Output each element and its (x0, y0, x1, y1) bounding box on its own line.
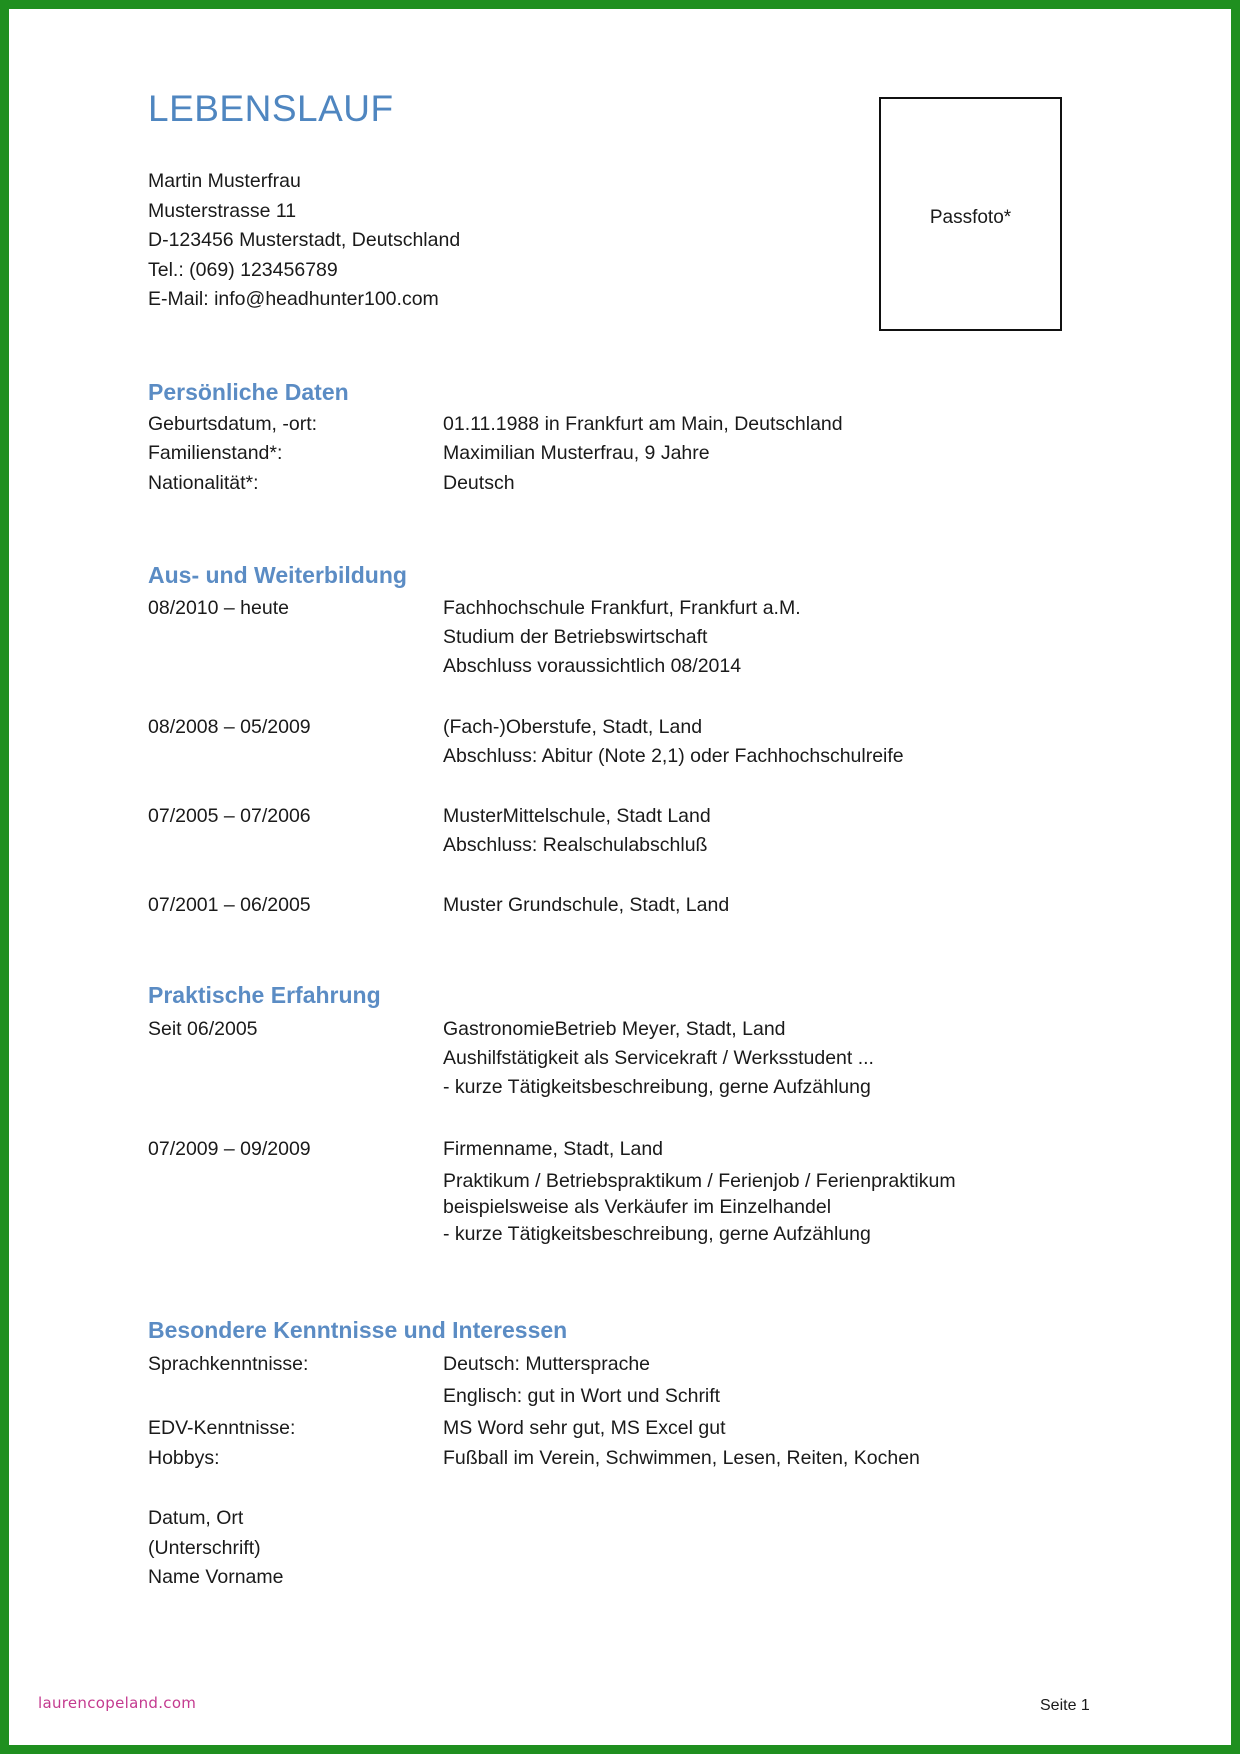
row-value-line: MS Word sehr gut, MS Excel gut (443, 1417, 726, 1439)
row-value (443, 594, 801, 681)
row-value (443, 802, 711, 860)
signature-date-place: Datum, Ort (148, 1507, 244, 1529)
row-label: 08/2010 – heute (148, 597, 289, 619)
section-title-education: Aus- und Weiterbildung (148, 562, 407, 588)
row-value-line: - kurze Tätigkeitsbeschreibung, gerne Aufzählung (443, 1223, 871, 1245)
photo-label: Passfoto* (929, 207, 1012, 228)
row-value-line: Fußball im Verein, Schwimmen, Lesen, Reiten, Kochen (443, 1447, 920, 1469)
contact-phone: Tel.: (069) 123456789 (148, 258, 338, 281)
row-value-line: 01.11.1988 in Frankfurt am Main, Deutschland (443, 413, 843, 435)
row-value (443, 891, 729, 920)
row-value (443, 713, 904, 771)
row-label: Hobbys: (148, 1447, 220, 1469)
row-value-line: Praktikum / Betriebspraktikum / Ferienjob / Ferienpraktikum (443, 1170, 956, 1192)
row-value-line: Muster Grundschule, Stadt, Land (443, 894, 730, 916)
row-value-line: Abschluss: Abitur (Note 2,1) oder Fachhochschulreife (443, 745, 904, 767)
row-value (443, 1350, 720, 1411)
contact-name: Martin Musterfrau (148, 170, 301, 192)
row-value (443, 1414, 726, 1443)
row-label: 07/2005 – 07/2006 (148, 805, 311, 827)
row-label: EDV-Kenntnisse: (148, 1417, 296, 1439)
row-value-line: Aushilfstätigkeit als Servicekraft / Werksstudent ... (443, 1047, 874, 1069)
contact-block (148, 167, 460, 315)
row-label: Nationalität*: (148, 472, 259, 494)
signature-name: Name Vorname (148, 1566, 284, 1588)
section-title-personal: Persönliche Daten (148, 379, 349, 405)
watermark-text: laurencopeland.com (38, 1694, 197, 1712)
page-number: Seite 1 (1040, 1697, 1090, 1714)
row-value-line: Firmenname, Stadt, Land (443, 1138, 664, 1160)
row-value-line: Abschluss: Realschulabschluß (443, 834, 708, 856)
section-title-skills: Besondere Kenntnisse und Interessen (148, 1317, 568, 1343)
row-label: Familienstand*: (148, 442, 283, 464)
row-value-line: - kurze Tätigkeitsbeschreibung, gerne Aufzählung (443, 1076, 871, 1098)
row-label: 07/2001 – 06/2005 (148, 894, 311, 916)
row-label: Geburtsdatum, -ort: (148, 413, 318, 435)
row-value-line: beispielsweise als Verkäufer im Einzelhandel (443, 1196, 832, 1218)
row-value-line: Deutsch (443, 472, 515, 494)
row-value-line: Deutsch: Muttersprache (443, 1353, 651, 1375)
row-value-line: Maximilian Musterfrau, 9 Jahre (443, 442, 710, 464)
row-value (443, 1015, 874, 1102)
contact-email: E-Mail: info@headhunter100.com (148, 288, 439, 310)
row-value (443, 439, 710, 468)
row-value-line: Englisch: gut in Wort und Schrift (443, 1385, 721, 1407)
row-value-line: GastronomieBetrieb Meyer, Stadt, Land (443, 1018, 786, 1040)
passport-photo-placeholder (879, 97, 1062, 331)
row-value (443, 410, 843, 439)
row-value-line: Abschluss voraussichtlich 08/2014 (443, 655, 742, 677)
contact-street: Musterstrasse 11 (148, 199, 297, 222)
row-value (443, 1135, 956, 1249)
document-title: LEBENSLAUF (148, 88, 394, 129)
row-value-line: Fachhochschule Frankfurt, Frankfurt a.M. (443, 597, 801, 619)
section-title-experience: Praktische Erfahrung (148, 982, 381, 1008)
row-label: Sprachkenntnisse: (148, 1353, 309, 1375)
row-label: 07/2009 – 09/2009 (148, 1138, 311, 1160)
row-value (443, 1444, 920, 1473)
contact-city: D-123456 Musterstadt, Deutschland (148, 229, 461, 251)
row-value-line: Studium der Betriebswirtschaft (443, 626, 708, 648)
row-label: 08/2008 – 05/2009 (148, 716, 311, 738)
row-value (443, 469, 515, 498)
signature-block (148, 1504, 283, 1593)
row-value-line: (Fach-)Oberstufe, Stadt, Land (443, 716, 703, 738)
row-value-line: MusterMittelschule, Stadt Land (443, 805, 711, 827)
signature-line: (Unterschrift) (148, 1536, 261, 1559)
row-label: Seit 06/2005 (148, 1018, 258, 1040)
